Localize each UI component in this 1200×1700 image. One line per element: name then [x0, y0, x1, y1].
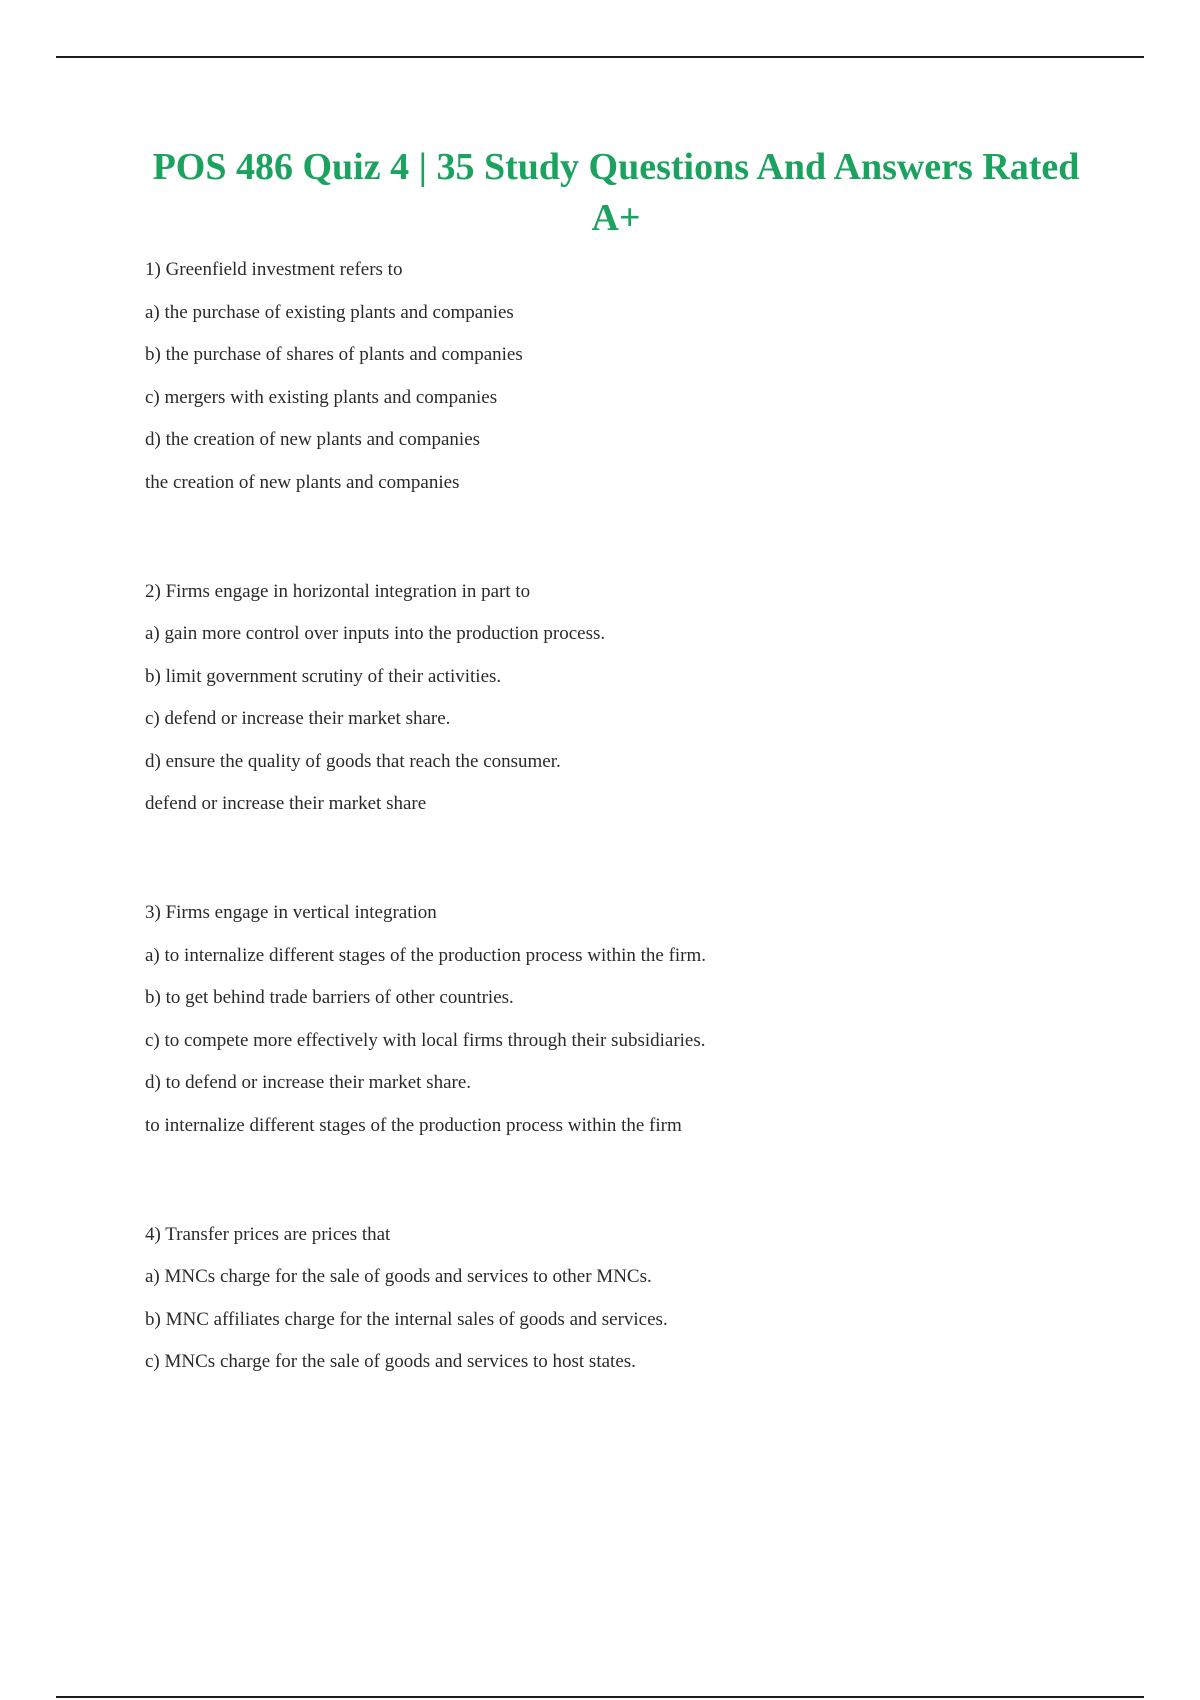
option-b: b) the purchase of shares of plants and companies	[145, 344, 523, 365]
question-prompt: 3) Firms engage in vertical integration	[145, 902, 437, 923]
option-b: b) limit government scrutiny of their activities.	[145, 665, 502, 687]
option-a: a) MNCs charge for the sale of goods and services to other MNCs.	[145, 1266, 652, 1287]
option-c: c) defend or increase their market share.	[145, 708, 451, 729]
option-d: d) ensure the quality of goods that reach the consumer.	[145, 750, 561, 772]
option-b: b) to get behind trade barriers of other countries.	[145, 987, 514, 1008]
answer: to internalize different stages of the production process within the firm	[145, 1114, 682, 1136]
question-prompt: 2) Firms engage in horizontal integration in part to	[145, 580, 531, 602]
top-rule	[56, 56, 1144, 58]
document-body	[145, 258, 1105, 1393]
answer: the creation of new plants and companies	[145, 471, 460, 493]
option-b: b) MNC affiliates charge for the internal sales of goods and services.	[145, 1308, 668, 1330]
document-title: POS 486 Quiz 4 | 35 Study Questions And Answers Rated A+	[152, 146, 1080, 239]
option-c: c) MNCs charge for the sale of goods and services to host states.	[145, 1351, 636, 1372]
question-4	[145, 1223, 1105, 1375]
option-a: a) to internalize different stages of the production process within the firm.	[145, 944, 707, 966]
question-2	[145, 580, 1105, 817]
option-a: a) the purchase of existing plants and companies	[145, 301, 514, 323]
option-a: a) gain more control over inputs into the production process.	[145, 623, 606, 644]
option-c: c) mergers with existing plants and companies	[145, 386, 498, 408]
answer: defend or increase their market share	[145, 793, 427, 814]
question-3	[145, 901, 1105, 1138]
option-c: c) to compete more effectively with local firms through their subsidiaries.	[145, 1029, 706, 1051]
question-prompt: 4) Transfer prices are prices that	[145, 1223, 391, 1245]
bottom-rule	[56, 1696, 1144, 1698]
question-prompt: 1) Greenfield investment refers to	[145, 259, 403, 280]
question-1	[145, 258, 1105, 495]
option-d: d) to defend or increase their market share.	[145, 1072, 472, 1093]
option-d: d) the creation of new plants and companies	[145, 429, 481, 450]
